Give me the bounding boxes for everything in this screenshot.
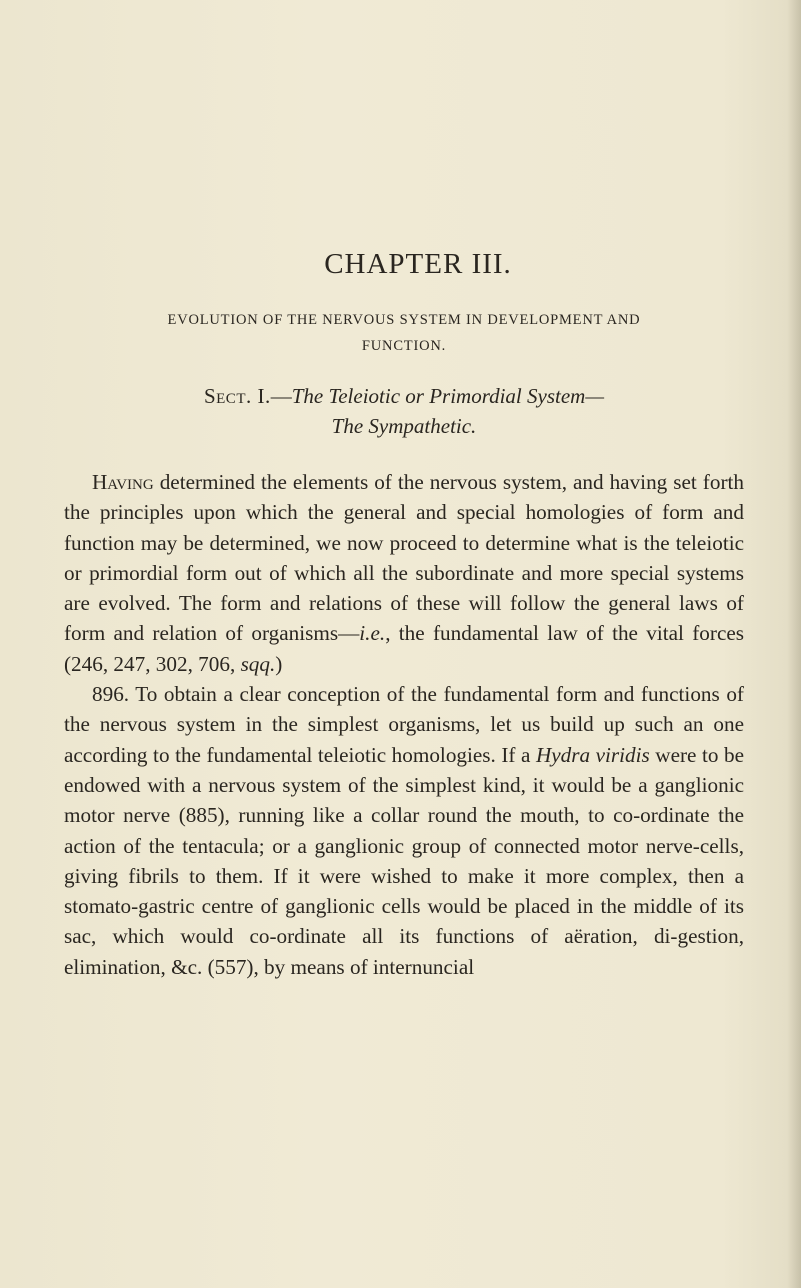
- paragraph-1-sqq: sqq.: [240, 651, 276, 676]
- section-title-line-2: The Sympathetic.: [331, 414, 477, 438]
- chapter-subtitle: [64, 307, 744, 359]
- page-edge-shadow: [787, 0, 801, 1288]
- paragraph-1-lead: Having: [92, 470, 154, 494]
- section-heading-line-2: [64, 411, 744, 441]
- page-content: [64, 248, 744, 982]
- paragraph-2: [64, 679, 744, 982]
- section-title-line-1: The Teleiotic or Primordial System—: [291, 384, 605, 408]
- paragraph-1-text-1: determined the elements of the nervous system, and having set forth the principles upon which the general and special homologies of form and function may be determined, we now proceed to determine what is the teleiotic or primordial form out of which all the subordinate and more special systems are evolved. The form and relations of these will follow the general laws of form and relation of organisms—: [64, 470, 744, 646]
- subtitle-line-2: FUNCTION.: [361, 338, 447, 354]
- paragraph-2-text-1: 896. To obtain a clear conception of the fundamental form and functions of the nervous system in the simplest organisms, let us build up such an one according to the fundamental teleiotic homologies. If a: [64, 682, 744, 767]
- paragraph-1-text-3: ): [275, 651, 283, 676]
- chapter-title: CHAPTER III.: [324, 248, 512, 280]
- section-heading: [64, 381, 744, 441]
- section-dash: —: [270, 384, 292, 408]
- paragraph-1-ie: i.e.: [359, 621, 386, 646]
- section-heading-line-1: [64, 381, 744, 411]
- paragraph-2-species: Hydra viridis: [535, 742, 650, 767]
- subtitle-line-1: EVOLUTION OF THE NERVOUS SYSTEM IN DEVELOPMENT AND: [167, 312, 641, 328]
- section-label: Sect. I.: [203, 384, 271, 408]
- paragraph-1: [64, 467, 744, 679]
- paragraph-2-text-2: were to be endowed with a nervous system of the simplest kind, it would be a ganglionic motor nerve (885), running like a collar round the mouth, to co-ordinate the action of the tentacula; or a ganglionic group of connected motor nerve-cells, giving fibrils to them. If it were wished to make it more complex, then a stomato-gastric centre of ganglionic cells would be placed in the middle of its sac, which would co-ordinate all its functions of aëration, di-gestion, elimination, &c. (557), by means of internuncial: [64, 742, 744, 979]
- paragraph-1-text-2: , the fundamental law of the vital forces (246, 247, 302, 706,: [64, 621, 744, 676]
